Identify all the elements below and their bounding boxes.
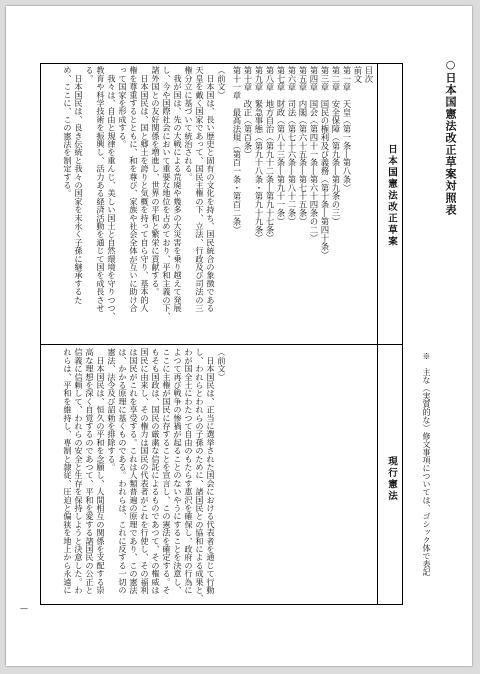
toc-item: 第六章 司法（第七十六条―第八十二条） (287, 66, 297, 226)
current-preamble-line: 高な理想を深く自覚するのであつて、平和を愛する諸国民の公正と (85, 348, 95, 594)
page-marker: — (20, 604, 28, 613)
draft-preamble-line: 我々は、自由と規律を重んじ、美しい国土と自然環境を守りつつ、 (107, 66, 117, 321)
draft-preamble-line: 日本国は、長い歴史と固有の文化を持ち、国民統合の象徴である (206, 66, 216, 312)
row-divider (41, 344, 402, 345)
draft-heading: 日本国憲法改正草案 (386, 144, 397, 248)
toc-item: 前文 (353, 66, 363, 83)
toc-item: 第二章 安全保障（第九条―第九条の三） (331, 66, 341, 226)
draft-preamble-line: 我が国は、先の大戦による荒廃や幾多の大災害を乗り越えて発展 (173, 66, 183, 312)
draft-preamble-line: って国家を形成する。 (118, 66, 128, 148)
toc-item: 第十章 改正（第百条） (243, 66, 253, 159)
current-preamble-line: ここに主権が国民に存することを宣言し、この憲法を確定する。そ (162, 348, 172, 594)
toc-title: 目次 (364, 66, 374, 83)
draft-preamble-line: 教育や科学技術を振興し、活力ある経済活動を通じて国を成長させ (96, 66, 106, 312)
document-page (6, 6, 472, 666)
current-preamble-line: は国民がこれを享受する。これは人類普遍の原理であり、この憲法 (129, 348, 139, 594)
current-preamble-line: 日本国民は、恒久の平和を念願し、人間相互の関係を支配する崇 (96, 348, 106, 594)
draft-preamble-line: 日本国民は、国と郷土を誇りと気概を持って自ら守り、基本的人 (140, 66, 150, 312)
toc-item: 第五章 内閣（第六十五条―第七十五条） (298, 66, 308, 226)
draft-preamble-line: 権分立に基づいて統治される。 (184, 66, 194, 181)
current-preamble-line: れらは、平和を維持し、専制と隷従、圧迫と偏狭を地上から永遠に (63, 348, 73, 594)
draft-preamble-line: し、今や国際社会において重要な地位を占めており、平和主義の下、 (162, 66, 172, 321)
current-preamble-line: 日本国民は、正当に選挙された国会における代表者を通じて行動 (206, 348, 216, 594)
draft-preamble-line: 諸外国との友好関係を増進し、世界の平和と繁栄に貢献する。 (151, 66, 161, 296)
draft-preamble-line: 権を尊重するとともに、和を尊び、家族や社会全体が互いに助け合 (129, 66, 139, 312)
toc-item: 第一章 天皇（第一条―第八条） (342, 66, 352, 192)
current-preamble-line: わが国全土にわたつて自由のもたらす恵沢を確保し、政府の行為に (184, 348, 194, 594)
current-preamble-line: し、われらとわれらの子孫のために、諸国民との協和による成果と、 (195, 348, 205, 603)
heading-column-divider (377, 64, 378, 604)
typography-note: ※ 主な（実質的な）修文事項については、ゴシック体で表記 (422, 352, 431, 576)
draft-preamble-line: 天皇を戴く国家であって、国民主権の下、立法、行政及び司法の三 (195, 66, 205, 312)
current-preamble-line: は、かかる原理に基くものである。われらは、これに反する一切の (118, 348, 128, 594)
current-heading: 現行憲法 (386, 456, 397, 502)
toc-item: 第七章 財政（第八十三条―第九十一条） (276, 66, 286, 226)
document-title: ○日本国憲法改正草案対照表 (444, 58, 457, 216)
current-preamble-line: 国民に由来し、その権力は国民の代表者がこれを行使し、その福利 (140, 348, 150, 594)
current-preamble-line: 信義に信頼して、われらの安全と生存を保持しようと決意した。わ (74, 348, 84, 594)
toc-item: 第九章 緊急事態（第九十八条・第九十九条） (254, 66, 264, 243)
draft-preamble-line: る。 (85, 66, 95, 83)
toc-item: 第八章 地方自治（第九十二条―第九十七条） (265, 66, 275, 243)
toc-item: 第十一章 最高法規（第百一条・第百二条） (232, 66, 242, 234)
toc-item: 第四章 国会（第四十一条―第六十四条の二） (309, 66, 319, 243)
current-preamble-label: （前文） (217, 348, 227, 381)
current-preamble-line: もそも国政は、国民の厳粛な信託によるものであつて、その権威は (151, 348, 161, 594)
draft-preamble-label: （前文） (217, 66, 227, 99)
draft-preamble-line: 日本国民は、良き伝統と我々の国家を末永く子孫に継承するた (74, 66, 84, 304)
toc-item: 第三章 国民の権利及び義務（第十条―第四十条） (320, 66, 330, 259)
current-preamble-line: よつて再び戦争の惨禍が起ることのないやうにすることを決意し、 (173, 348, 183, 594)
draft-preamble-line: め、ここに、この憲法を制定する。 (63, 66, 73, 198)
comparison-table (40, 63, 403, 605)
current-preamble-line: 憲法、法令及び詔勅を排除する。 (107, 348, 117, 471)
